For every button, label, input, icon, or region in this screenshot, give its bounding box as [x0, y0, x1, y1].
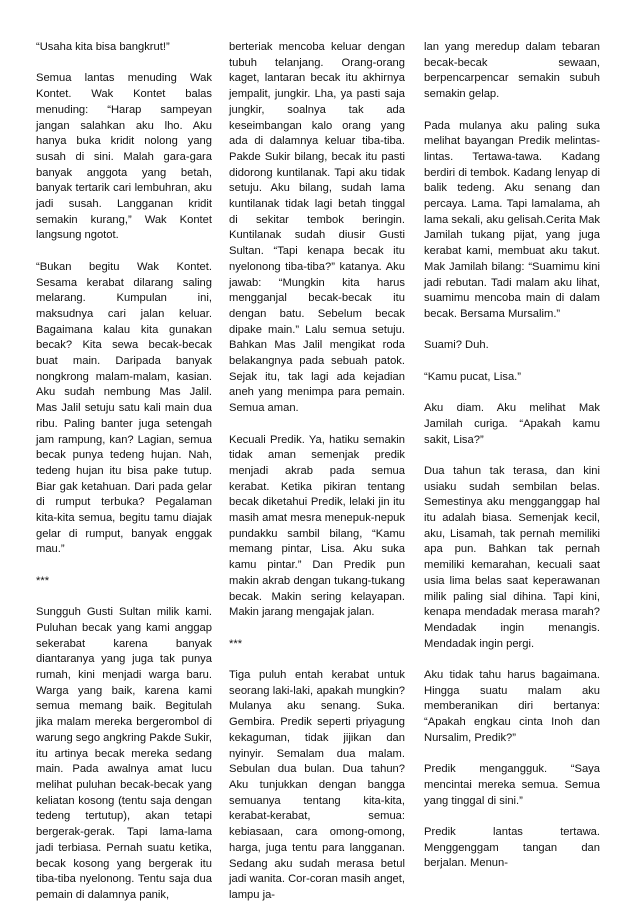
- paragraph: Predik lantas tertawa. Menggenggam tangan dan berjalan. Menun-: [424, 826, 600, 870]
- text-column-2: [229, 40, 405, 919]
- paragraph: Kecuali Predik. Ya, hatiku semakin tidak aman semenjak predik menjadi akrab pada semua kerabat. Ketika pikiran tentang becak diketahui Predik, lelaki jin itu masih amat mesra menepuk-nepuk pundakku sambil bilang, “Kamu memang pintar, Lisa. Aku suka kamu pintar.” Dan Predik pun makin akrab dengan tukang-tukang becak. Makin sering kelayapan. Makin jarang mengajak jalan.: [229, 433, 405, 619]
- paragraph: Sungguh Gusti Sultan milik kami. Puluhan becak yang kami anggap sekerabat karena banyak diantaranya yang juga tak punya rumah, kini menjadi warga baru. Warga yang baik, karena kami semua memang baik. Begitulah jika malam mereka bergerombol di warung sego angkring Pakde Sukir, itu artinya becak mereka sedang main. Pada awalnya amat lucu melihat puluhan becak-becak yang keliatan kosong (tentu saja dengan tedeng tertutup), akan tetapi bergerak-gerak. Tapi lama-lama jadi terbiasa. Pernah suatu ketika, becak kosong yang bergerak itu tiba-tiba nyelonong. Tentu saja dua pemain di dalamnya panik,: [36, 606, 213, 901]
- paragraph: ***: [36, 574, 50, 587]
- paragraph: Aku tidak tahu harus bagaimana. Hingga suatu malam aku memberanikan diri bertanya: “Apakah engkau cinta Inoh dan Nursalim, Predik?”: [424, 669, 600, 744]
- paragraph: Aku diam. Aku melihat Mak Jamilah curiga. “Apakah kamu sakit, Lisa?”: [424, 402, 600, 446]
- paragraph: Tiga puluh entah kerabat untuk seorang laki-laki, apakah mungkin? Mulanya aku senang. Suka. Gembira. Predik seperti priyagung kekaguman, tidak jijikan dan nyinyir. Semalam dua malam. Sebulan dua bulan. Dua tahun? Aku tunjukkan dengan bangga semuanya tentang kita-kita, kerabat-kerabat, semua: kebiasaan, cara omong-omong, harga, juga tentu para langganan. Sedang aku sudah merasa betul jadi wanita. Cor-coran masih anget, lampu ja-: [229, 669, 405, 901]
- paragraph: ***: [229, 637, 243, 650]
- paragraph: Suami? Duh.: [424, 339, 489, 352]
- paragraph: Pada mulanya aku paling suka melihat bayangan Predik melintas-lintas. Tertawa-tawa. Kadang berdiri di tembok. Kadang lenyap di balik tedeng. Aku senang dan percaya. Lama. Tapi lamalama, ah lama sekali, aku gelisah.Cerita Mak Jamilah tukang pijat, yang juga kerabat kami, membuat aku takut. Mak Jamilah bilang: “Suamimu kini jadi rebutan. Tadi malam aku lihat, suamimu mencoba main di dalam becak. Bersama Mursalim.”: [424, 119, 600, 320]
- text-column-3: [424, 40, 600, 888]
- paragraph: “Usaha kita bisa bangkrut!”: [36, 41, 170, 53]
- paragraph: berteriak mencoba keluar dengan tubuh telanjang. Orang-orang kaget, lantaran becak itu akhirnya jempalit, jungkir. Lha, ya pasti saja jungkir, soalnya tak ada keseimbangan kalo orang yang ada di dalamnya keluar tiba-tiba. Pakde Sukir bilang, becak itu pasti didorong kuntilanak. Tapi aku tidak setuju. Aku bilang, sudah lama kuntilanak tidak lagi betah tinggal di sekitar tembok beringin. Kuntilanak sudah diusir Gusti Sultan. “Tapi kenapa becak itu nyelonong tiba-tiba?” katanya. Aku jawab: “Mungkin kita harus mengganjal becak-becak itu dengan batu. Sebelum becak dipake main.” Lalu semua setuju. Bahkan Mas Jalil mengikat roda belakangnya pada sebuah patok. Sejak itu, tak lagi ada kejadian aneh yang menimpa para pemain. Semua aman.: [229, 41, 405, 415]
- paragraph: “Bukan begitu Wak Kontet. Sesama kerabat dilarang saling melarang. Kumpulan ini, maksudnya cari jalan keluar. Bagaimana kalau kita gunakan becak? Kita sewa becak-becak buat main. Daripada banyak nongkrong malam-malam, kasian. Aku sudah nembung Mas Jalil. Mas Jalil setuju satu kali main dua ribu. Paling banter juga setengah jam rampung, kan? Lagian, semua becak punya tedeng hujan. Nah, tedeng hujan itu bisa pake tutup. Biar gak ketahuan. Dari pada gelar di rumput terbuka? Pegalaman kita-kita semua, begitu tamu diajak gelar di rumput, banyak enggak mau.”: [36, 260, 212, 556]
- paragraph: lan yang meredup dalam tebaran becak-becak sewaan, berpencarpencar semakin subuh semakin gelap.: [424, 41, 600, 101]
- paragraph: Semua lantas menuding Wak Kontet. Wak Kontet balas menuding: “Harap sampeyan jangan salahkan aku lho. Aku hanya buka kridit nolong yang susah di sini. Malah gara-gara banyak anggota yang betah, banyak tertarik cari lembuhran, aku jadi susah. Langganan kridit semakin kurang,” Wak Kontet langsung ngotot.: [36, 72, 212, 242]
- paragraph: “Kamu pucat, Lisa.”: [424, 370, 522, 383]
- text-column-1: [36, 40, 212, 919]
- paragraph: Dua tahun tak terasa, dan kini usiaku sudah sembilan belas. Semestinya aku mengganggap hal itu adalah biasa. Semenjak kecil, aku, Lisamah, tak pernah memiliki apa pun. Bahkan tak pernah memiliki kemarahan, kecuali saat usia lima belas saat keperawanan milik paling sial dihina. Tapi kini, kenapa mendadak merasa marah? Mendadak ingin menangis. Mendadak ingin pergi.: [424, 464, 600, 650]
- paragraph: Predik mengangguk. “Saya mencintai mereka semua. Semua yang tinggal di sini.”: [424, 763, 600, 807]
